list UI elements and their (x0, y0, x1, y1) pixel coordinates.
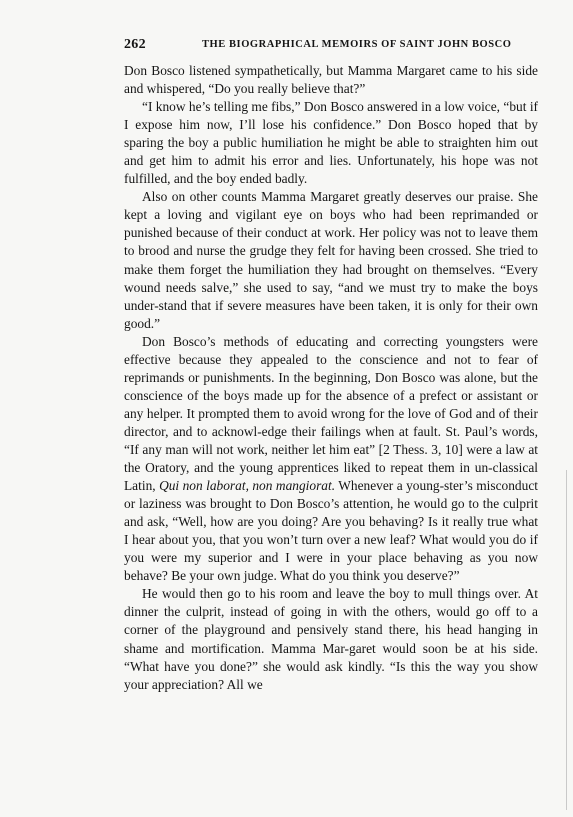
page-header (124, 37, 540, 55)
running-title: THE BIOGRAPHICAL MEMOIRS OF SAINT JOHN BOSCO (202, 39, 512, 50)
paragraph-4-text-start: Don Bosco’s methods of educating and correcting youngsters were effective because they appealed to the conscience and not to fear of reprimands or punishments. In the beginning, Don Bosco was alone, but the conscience of the boys made up for the absence of a prefect or assistant or any helper. It prompted them to avoid wrong for the love of God and of their director, and to acknowl-edge their failings when at fault. St. Paul’s words, “If any man will not work, neither let him eat” [2 Thess. 3, 10] were a law at the Oratory, and the young apprentices liked to repeat them in un-classical Latin, (124, 333, 538, 494)
paragraph-5 (124, 585, 538, 693)
paragraph-2-text: “I know he’s telling me fibs,” Don Bosco answered in a low voice, “but if I expose him now, I’ll lose his confidence.” Don Bosco hoped that by sparing the boy a public humiliation he might be able to straighten him out and get him to admit his error and lies. Unfortunately, his hope was not fulfilled, and the boy ended badly. (124, 99, 538, 187)
paragraph-4 (124, 333, 538, 586)
paragraph-5-text: He would then go to his room and leave the boy to mull things over. At dinner the culprit, instead of going in with the others, would go off to a corner of the playground and pensively stand there, his head hanging in shame and mortification. Mamma Mar-garet would soon be at his side. “What have you done?” she would ask kindly. “Is this the way you show your appreciation? All we (124, 586, 538, 692)
page-number: 262 (124, 37, 146, 52)
paragraph-4-text-end: Whenever a young-ster’s misconduct or laziness was brought to Don Bosco’s attention, he would go to the culprit and ask, “Well, how are you doing? Are you behaving? Is it really true what I hear about you, that you won’t turn over a new leaf? What would you do if you were my superior and I were in your place behaving as you now behave? Be your own judge. What do you think you deserve?” (124, 478, 538, 584)
page-edge-shadow (566, 470, 567, 810)
paragraph-1-text: Don Bosco listened sympathetically, but Mamma Margaret came to his side and whispered, “Do you really believe that?” (124, 63, 538, 97)
paragraph-3 (124, 188, 538, 332)
paragraph-1 (124, 62, 538, 98)
latin-phrase: Qui non laborat, non mangiorat. (159, 478, 336, 494)
paragraph-2 (124, 98, 538, 188)
paragraph-3-text: Also on other counts Mamma Margaret greatly deserves our praise. She kept a loving and vigilant eye on boys who had been reprimanded or punished because of their conduct at work. Her policy was not to leave them to brood and nurse the grudge they felt for having been crossed. She tried to make them forget the humiliation they had brought on themselves. “Every wound needs salve,” she used to say, “and we must try to make the boys under-stand that if severe measures have been taken, it is only for their own good.” (124, 189, 538, 331)
body-text (124, 62, 538, 694)
